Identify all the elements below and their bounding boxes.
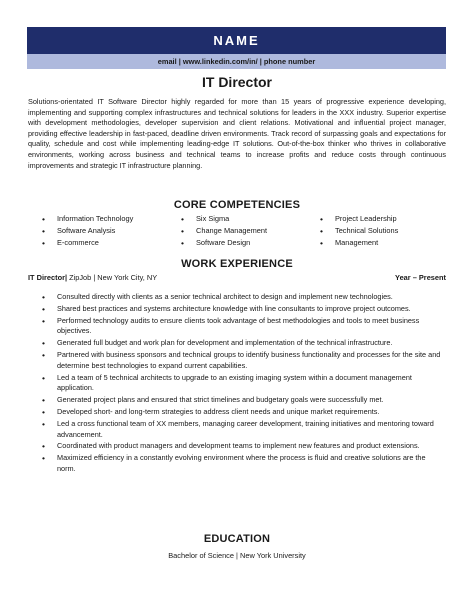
job-role-company: [28, 273, 157, 282]
competency-item: • Change Management: [181, 225, 267, 237]
professional-summary: Solutions-orientated IT Software Director highly regarded for more than 15 years of progressive experience developing, implementing and supporting complex infrastructures and technical solutions for leaders in the XXX industry. Superior expertise with development methodologies, developer supervision and client relations. Motivational and influential project manager, providing effective leadership in fast-paced, deadline driven environments. Track record of surpassing goals and expectations for quality, schedule and cost while implementing leading-edge IT solutions. Out-of-the-box thinker who thrives in collaborative environments, working across business and technical teams to increase profits and reduce costs through continuous improvements and strategic IT infrastructure planning.: [28, 97, 446, 170]
competencies-heading: CORE COMPETENCIES: [173, 199, 301, 211]
competency-item: • Technical Solutions: [320, 225, 398, 237]
job-dates: Year – Present: [395, 273, 446, 282]
education-heading: EDUCATION: [203, 533, 271, 545]
competency-item: • Project Leadership: [320, 213, 398, 225]
competency-item: • Information Technology: [42, 213, 133, 225]
experience-heading: WORK EXPERIENCE: [181, 258, 293, 270]
accomplishment-item: • Led a team of 5 technical architects to upgrade to an existing imaging system within a document management application.: [42, 373, 444, 394]
competency-item: • Software Design: [181, 237, 267, 249]
education-entry: Bachelor of Science | New York University: [168, 551, 306, 560]
accomplishment-item: • Generated full budget and work plan for development and implementation of the technical infrastructure.: [42, 338, 444, 349]
competency-item: • Management: [320, 237, 398, 249]
competencies-column-2: [181, 213, 267, 249]
accomplishment-item: • Led a cross functional team of XX members, managing career development, training initiatives and mentoring toward advancement.: [42, 419, 444, 440]
competency-item: • Software Analysis: [42, 225, 133, 237]
job-role: IT Director: [28, 273, 65, 282]
contact-banner: [27, 54, 446, 69]
accomplishment-item: • Generated project plans and ensured that strict timelines and budgetary goals were successfully met.: [42, 395, 444, 406]
competencies-column-3: [320, 213, 398, 249]
accomplishment-item: • Developed short- and long-term strategies to address client needs and unique market requirements.: [42, 407, 444, 418]
job-separator: |: [64, 273, 68, 282]
competency-item: • E-commerce: [42, 237, 133, 249]
job-company-location: ZipJob | New York City, NY: [67, 273, 158, 282]
job-accomplishments: [42, 292, 444, 476]
name-banner: [27, 27, 446, 54]
accomplishment-item: • Coordinated with product managers and development teams to implement new features and product extensions.: [42, 441, 444, 452]
accomplishment-item: • Partnered with business sponsors and technical groups to identify business functionality and processes for the site and determine best technologies to expand current capabilities.: [42, 350, 444, 371]
resume-title: IT Director: [201, 74, 272, 90]
accomplishment-item: • Consulted directly with clients as a senior technical architect to design and implement new technologies.: [42, 292, 444, 303]
accomplishment-item: • Maximized efficiency in a constantly evolving environment where the process is fluid and creative solutions are the norm.: [42, 453, 444, 474]
job-header: [28, 273, 446, 282]
competencies-column-1: [42, 213, 133, 249]
competency-item: • Six Sigma: [181, 213, 267, 225]
accomplishment-item: • Performed technology audits to ensure clients took advantage of best methodologies and tools to meet business objectives.: [42, 316, 444, 337]
candidate-name: NAME: [213, 33, 260, 48]
accomplishment-item: • Shared best practices and systems architecture knowledge with line consultants to improve project outcomes.: [42, 304, 444, 315]
contact-info: email | www.linkedin.com/in/ | phone number: [157, 57, 316, 66]
